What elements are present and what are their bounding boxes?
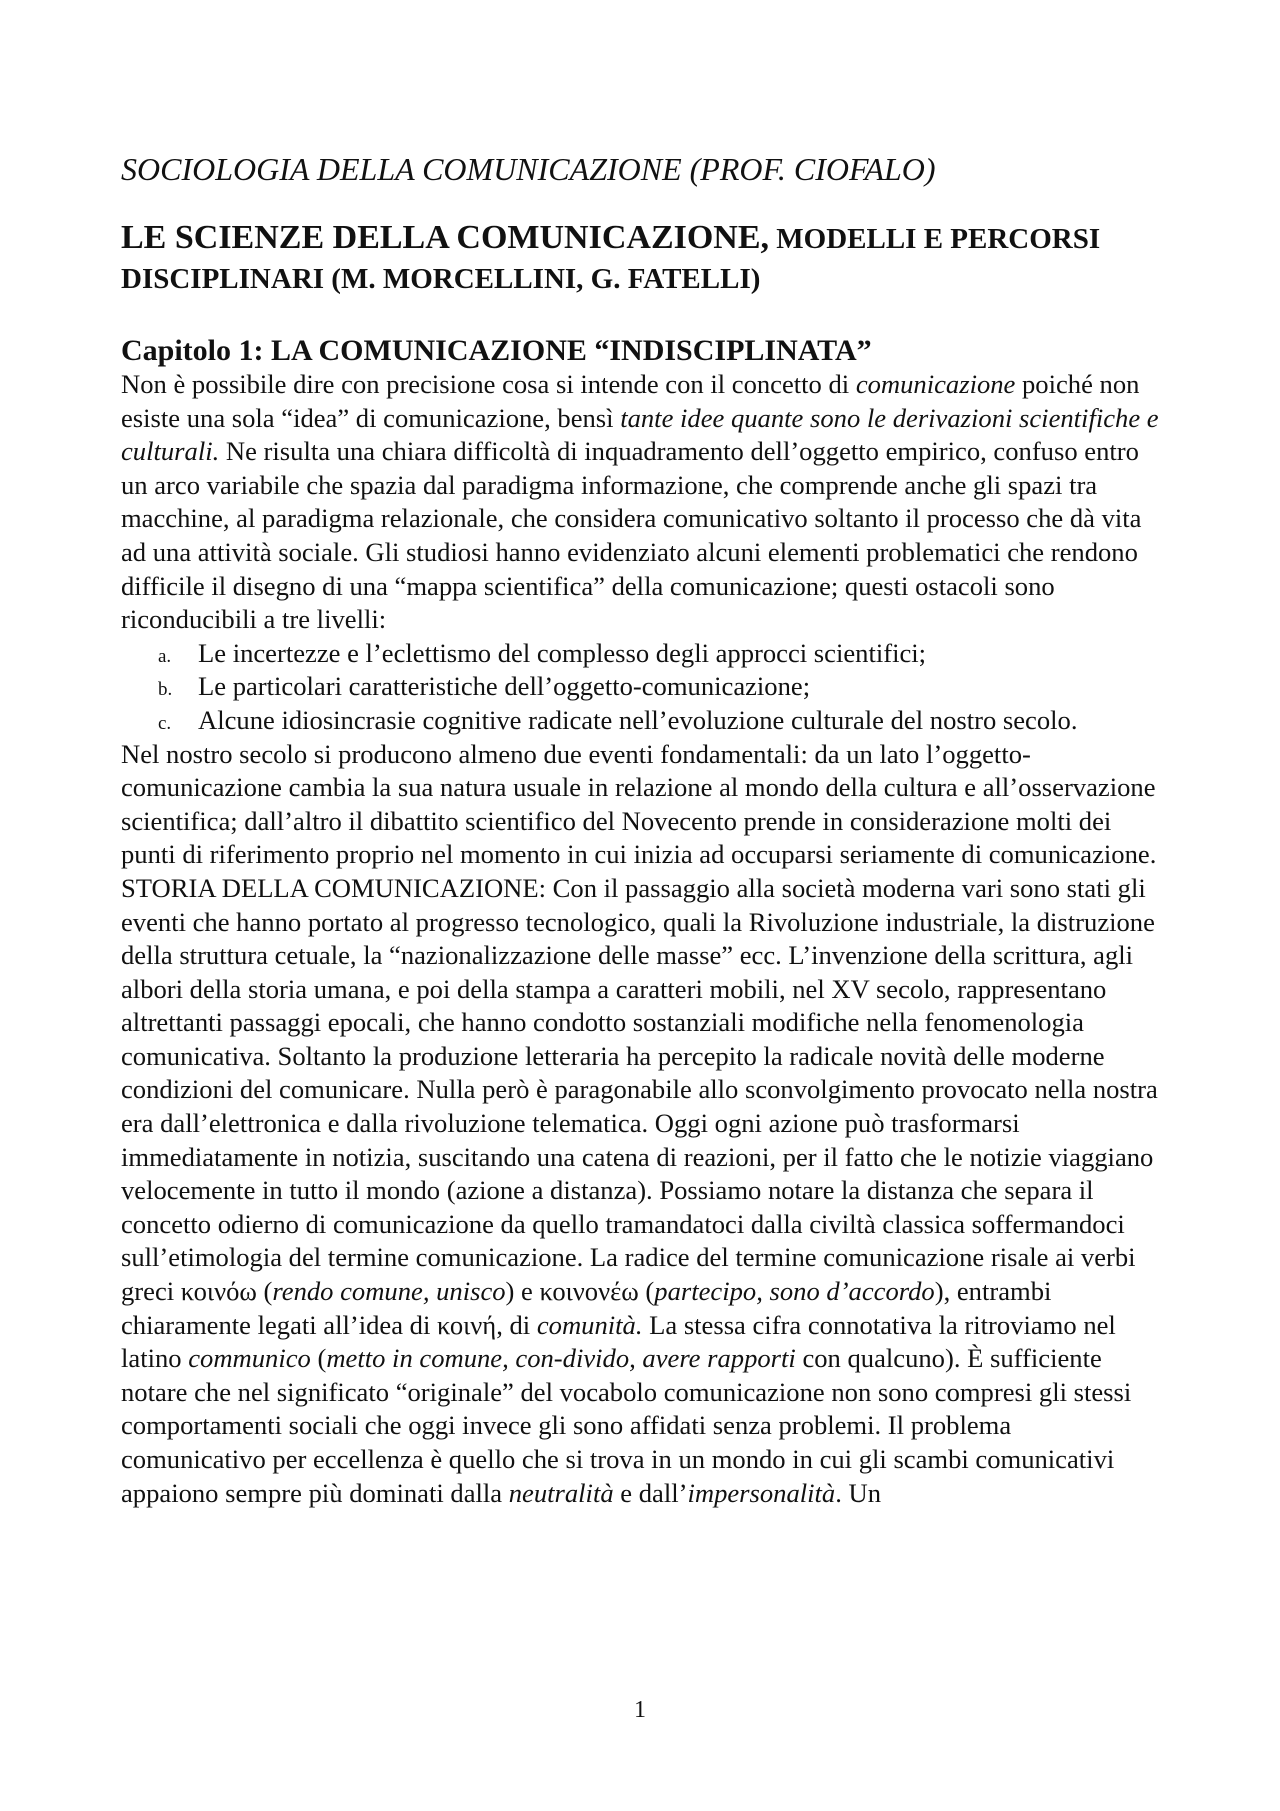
- history-italic-5: metto in comune, con-divido, avere rapporti: [326, 1343, 796, 1374]
- list-item: [121, 670, 1161, 704]
- intro-paragraph: [121, 368, 1166, 637]
- history-paragraph: [121, 872, 1165, 1510]
- history-italic-4: communico: [188, 1343, 311, 1374]
- history-italic-3: comunità.: [536, 1309, 643, 1340]
- history-text-5: (: [310, 1343, 327, 1374]
- list-item-text: Le particolari caratteristiche dell’oggetto-comunicazione;: [198, 671, 811, 702]
- document-page: [121, 150, 1166, 1510]
- list-item-text: Le incertezze e l’eclettismo del complesso degli approcci scientifici;: [198, 637, 927, 668]
- page-number: 1: [634, 1697, 646, 1723]
- history-text-1: STORIA DELLA COMUNICAZIONE: Con il passaggio alla società moderna vari sono stati gli eventi che hanno portato al progresso tecnologico, quali la Rivoluzione industriale, la distruzione della struttura cetuale, la “nazionalizzazione delle masse” ecc. L’invenzione della scrittura, agli albori della storia umana, e poi della stampa a caratteri mobili, nel XV secolo, rappresentano altrettanti passaggi epocali, che hanno condotto sostanziali modifiche nella fenomenologia comunicativa. Soltanto la produzione letteraria ha percepito la radicale novità delle moderne condizioni del comunicare. Nulla però è paragonabile allo sconvolgimento provocato nella nostra era dall’elettronica e dalla rivoluzione telematica. Oggi ogni azione può trasformarsi immediatamente in notizia, suscitando una catena di reazioni, per il fatto che le notizie viaggiano velocemente in tutto il mondo (azione a distanza). Possiamo notare la distanza che separa il concetto odierno di comunicazione da quello tramandatoci dalla civiltà classica soffermandoci sull’etimologia del termine comunicazione. La radice del termine comunicazione risale ai verbi greci κοινόω (: [121, 872, 1165, 1307]
- list-item: [121, 637, 1161, 671]
- history-italic-6: neutralità: [508, 1477, 614, 1508]
- course-heading: SOCIOLOGIA DELLA COMUNICAZIONE (PROF. CIOFALO): [121, 151, 936, 187]
- history-italic-1: rendo comune, unisco: [272, 1276, 506, 1307]
- second-paragraph: Nel nostro secolo si producono almeno due eventi fondamentali: da un lato l’oggetto-comunicazione cambia la sua natura usuale in relazione al mondo della cultura e all’osservazione scientifica; dall’altro il dibattito scientifico del Novecento prende in considerazione molti dei punti di riferimento proprio nel momento in cui inizia ad occuparsi seriamente di comunicazione.: [121, 738, 1157, 870]
- intro-text-3: Ne risulta una chiara difficoltà di inquadramento dell’oggetto empirico, confuso entro un arco variabile che spazia dal paradigma informazione, che comprende anche gli spazi tra macchine, al paradigma relazionale, che considera comunicativo soltanto il processo che dà vita ad una attività sociale. Gli studiosi hanno evidenziato alcuni elementi problematici che rendono difficile il disegno di una “mappa scientifica” della comunicazione; questi ostacoli sono riconducibili a tre livelli:: [121, 436, 1149, 635]
- book-title-rest: MODELLI E PERCORSI DISCIPLINARI (M. MORCELLINI, G. FATELLI): [121, 223, 1101, 295]
- history-italic-7: impersonalità: [687, 1477, 836, 1508]
- list-marker: a.: [158, 645, 172, 667]
- list-marker: c.: [158, 712, 172, 734]
- history-text-8: . Un: [835, 1477, 882, 1508]
- book-title: [121, 218, 1161, 298]
- history-text-3: ), entrambi chiaramente legati all’idea di κοινή, di: [121, 1276, 1059, 1340]
- intro-text-1: Non è possibile dire con precisione cosa si intende con il concetto di: [121, 369, 856, 399]
- chapter-heading: Capitolo 1: LA COMUNICAZIONE “INDISCIPLINATA”: [121, 334, 872, 367]
- intro-text-2: poiché non esiste una sola “idea” di comunicazione, bensì: [121, 369, 1147, 433]
- history-text-6: con qualcuno). È sufficiente notare che nel significato “originale” del vocabolo comunicazione non sono compresi gli stessi comportamenti sociali che oggi invece gli sono affidati senza problemi. Il problema comunicativo per eccellenza è quello che si trova in un mondo in cui gli scambi comunicativi appaiono sempre più dominati dalla: [121, 1343, 1138, 1508]
- history-italic-2: partecipo, sono d’accordo: [654, 1276, 935, 1307]
- list-item: [121, 704, 1161, 738]
- list-item-text: Alcune idiosincrasie cognitive radicate nell’evoluzione culturale del nostro secolo.: [198, 704, 1078, 735]
- history-text-7: e dall’: [613, 1477, 688, 1508]
- book-title-main: LE SCIENZE DELLA COMUNICAZIONE,: [121, 219, 770, 256]
- intro-italic-2: tante idee quante sono le derivazioni scientifiche e culturali.: [121, 402, 1166, 467]
- list-marker: b.: [158, 679, 173, 701]
- obstacles-list: [121, 637, 1161, 738]
- history-text-4: La stessa cifra connotativa la ritroviamo nel latino: [121, 1309, 1123, 1374]
- history-text-2: ) e κοινονέω (: [505, 1276, 655, 1307]
- intro-italic-1: comunicazione: [855, 369, 1016, 399]
